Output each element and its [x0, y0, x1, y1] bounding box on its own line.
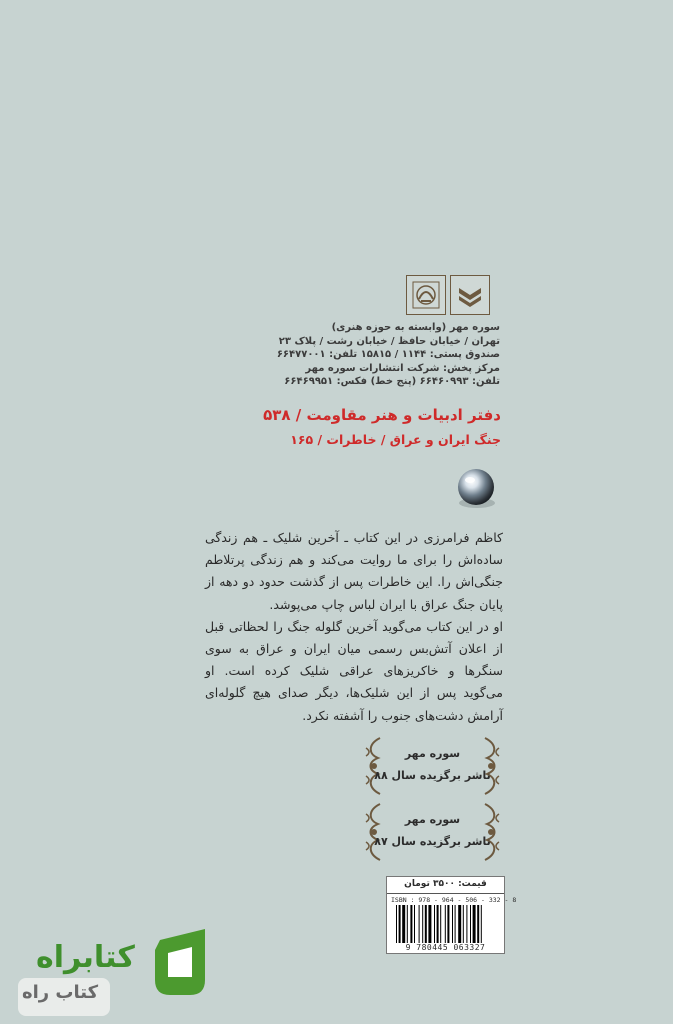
publisher-line: صندوق پستی: ۱۱۴۴ / ۱۵۸۱۵ تلفن: ۶۶۴۷۷۰۰۱	[276, 349, 500, 360]
barcode-digits: 9 780445 063327	[405, 943, 486, 952]
barcode-icon	[395, 905, 498, 943]
series-title: دفتر ادبیات و هنر مقاومت / ۵۳۸	[263, 406, 501, 424]
bullet-ball-icon	[452, 463, 500, 511]
award-caption: ناشر برگزیده سال ۸۷	[374, 835, 491, 848]
price-label: قیمت: ۳۵۰۰ تومان	[404, 879, 487, 889]
ornament-right-icon	[479, 802, 505, 862]
watermark-text: کتابراه	[36, 940, 135, 975]
sooreh-mehr-logo	[450, 275, 490, 315]
description-paragraph: او در این کتاب می‌گوید آخرین گلوله جنگ را لحظاتی قبل از اعلان آتش‌بس رسمی میان ایران و عراق به سوی سنگرها و خاکریزهای عراقی شلیک کرده است. او می‌گوید پس از این شلیک‌ها، دیگر صدای هیچ گلوله‌ای آرامش دشت‌های جنوب را آشفته نکرد.	[205, 618, 503, 723]
book-description	[205, 527, 503, 727]
watermark-small-text: کتاب راه	[22, 982, 99, 1003]
publisher-line: سوره مهر (وابسته به حوزه هنری)	[331, 322, 500, 333]
price-barcode-box	[386, 876, 517, 954]
award-caption: ناشر برگزیده سال ۸۸	[374, 769, 491, 782]
hozeh-honari-logo	[406, 275, 446, 315]
isbn-label: ISBN : 978 - 964 - 506 - 332 - 8	[391, 896, 517, 904]
description-paragraph: کاظم فرامرزی در این کتاب ـ آخرین شلیک ـ هم زندگی ساده‌اش را برای ما روایت می‌کند و هم زندگی پرتلاطم جنگی‌اش را. این خاطرات پس از گذشت حدود دو دهه از پایان جنگ عراق با ایران لباس چاپ می‌پوشد.	[205, 530, 503, 612]
award-badge	[360, 736, 505, 796]
award-name: سوره مهر	[404, 747, 461, 760]
publisher-line: مرکز پخش: شرکت انتشارات سوره مهر	[305, 362, 500, 374]
series-subtitle: جنگ ایران و عراق / خاطرات / ۱۶۵	[290, 432, 501, 447]
publisher-line: تهران / خیابان حافظ / خیابان رشت / پلاک ۲۳	[278, 335, 500, 347]
ornament-right-icon	[479, 736, 505, 796]
award-name: سوره مهر	[404, 813, 461, 826]
publisher-line: تلفن: ۶۶۴۶۰۹۹۳ (پنج خط) فکس: ۶۶۴۶۹۹۵۱	[284, 376, 500, 387]
ornament-left-icon	[360, 736, 386, 796]
publisher-info	[180, 321, 500, 389]
ornament-left-icon	[360, 802, 386, 862]
divider	[387, 893, 504, 894]
award-badge	[360, 802, 505, 862]
